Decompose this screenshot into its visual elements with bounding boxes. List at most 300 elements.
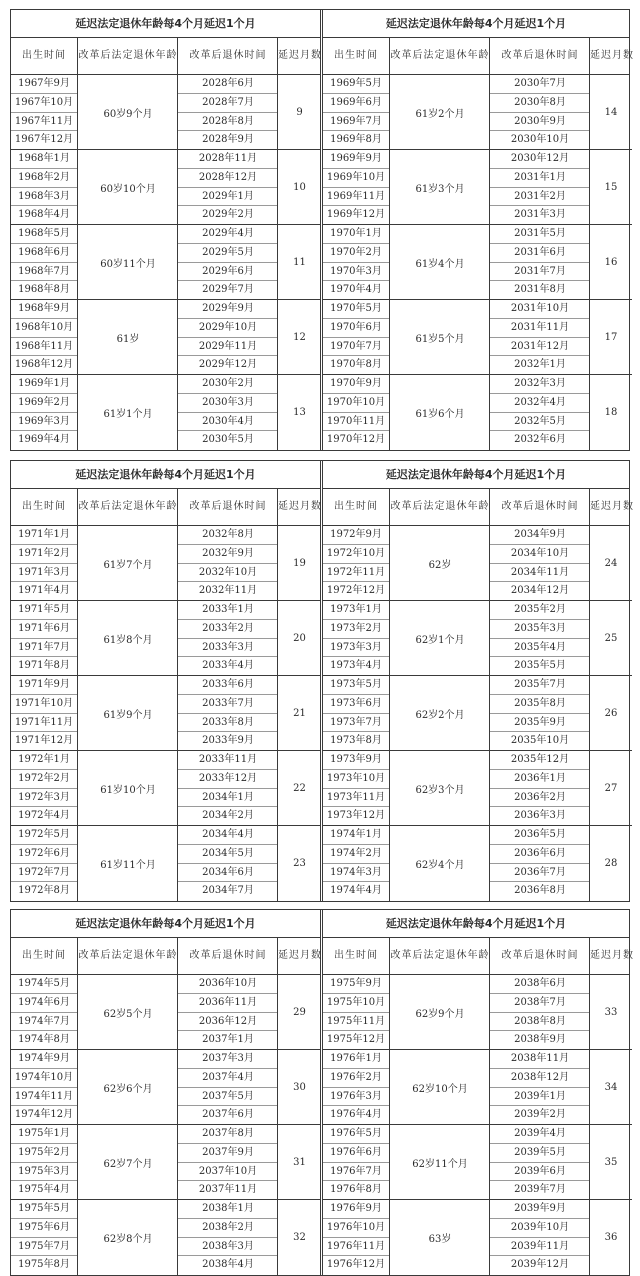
birth-time-cell: 1972年4月: [18, 810, 70, 822]
age-group: [78, 150, 178, 225]
retirement-time-cell: 2030年3月: [178, 394, 278, 413]
birth-time-cell: 1975年7月: [11, 1238, 77, 1257]
delay-group: [278, 826, 321, 901]
birth-group: [11, 826, 77, 901]
birth-time-cell: 1976年9月: [323, 1200, 389, 1219]
birth-time-cell: 1969年6月: [323, 94, 389, 113]
birth-time-cell: 1974年3月: [323, 864, 389, 883]
birth-time-cell: 1973年2月: [323, 620, 389, 639]
retirement-time-cell: 2039年6月: [490, 1163, 590, 1182]
age-group: [78, 1125, 178, 1200]
retirement-time-cell: 2035年12月: [490, 751, 590, 770]
retirement-time-group: [490, 1200, 590, 1275]
birth-time-cell: 1970年3月: [323, 263, 389, 282]
retirement-age-column: [77, 526, 178, 901]
birth-time-cell: 1969年12月: [326, 209, 386, 221]
birth-group: [323, 1125, 389, 1200]
delay-months-cell: 12: [293, 331, 306, 343]
column-header: 出生时间: [22, 501, 66, 512]
retirement-time-cell: 2039年11月: [490, 1238, 590, 1257]
retirement-age-column: [389, 975, 490, 1275]
age-group: [390, 150, 490, 225]
birth-time-cell: 1976年11月: [323, 1238, 389, 1257]
retirement-time-cell: 2030年4月: [178, 413, 278, 432]
retirement-age-cell: 61岁5个月: [415, 333, 465, 345]
birth-time-cell: 1976年5月: [323, 1125, 389, 1144]
delay-months-cell: 13: [293, 407, 306, 418]
birth-time-cell: 1971年9月: [11, 676, 77, 695]
retirement-age-column: [77, 75, 178, 450]
retirement-time-cell: 2030年9月: [490, 113, 590, 132]
column-header: 改革后退休时间: [177, 489, 278, 525]
retirement-time-cell: 2032年1月: [514, 359, 566, 371]
retirement-time-cell: 2031年10月: [490, 300, 590, 319]
birth-time-cell: 1970年7月: [323, 338, 389, 357]
birth-group: [11, 225, 77, 300]
retirement-time-cell: 2031年3月: [514, 209, 566, 221]
birth-time-cell: 1972年7月: [11, 864, 77, 883]
delay-group: [590, 225, 632, 300]
retirement-time-cell: 2037年5月: [178, 1088, 278, 1107]
retirement-time-cell: 2035年8月: [490, 695, 590, 714]
birth-time-cell: 1976年2月: [323, 1069, 389, 1088]
delay-months-column: [277, 975, 321, 1275]
birth-time-cell: 1975年12月: [326, 1034, 386, 1046]
birth-time-column: [323, 75, 389, 450]
birth-time-cell: 1972年8月: [18, 885, 70, 897]
retirement-time-cell: 2038年1月: [178, 1200, 278, 1219]
delay-months-cell: 26: [604, 707, 618, 719]
column-header: 改革后法定退休年龄: [389, 489, 490, 525]
table-panel-left: [11, 910, 321, 1275]
birth-time-cell: 1973年10月: [323, 770, 389, 789]
delay-months-cell: 10: [293, 181, 306, 193]
birth-group: [323, 676, 389, 751]
table-panel-right: [322, 461, 634, 901]
birth-time-cell: 1973年6月: [323, 695, 389, 714]
retirement-time-group: [178, 1050, 278, 1125]
retirement-time-cell: 2029年1月: [178, 188, 278, 207]
delay-group: [590, 526, 632, 601]
retirement-time-cell: 2032年10月: [178, 564, 278, 583]
birth-time-cell: 1975年10月: [323, 994, 389, 1013]
delay-months-column: [277, 75, 321, 450]
birth-group: [323, 526, 389, 601]
retirement-time-cell: 2039年4月: [490, 1125, 590, 1144]
birth-time-cell: 1972年5月: [11, 826, 77, 845]
birth-time-cell: 1970年9月: [323, 375, 389, 394]
retirement-time-cell: 2034年5月: [178, 845, 278, 864]
retirement-time-cell: 2029年7月: [202, 284, 254, 296]
delay-months-cell: 29: [293, 1006, 306, 1018]
table-title: 延迟法定退休年龄每4个月延迟1个月: [323, 10, 629, 38]
age-group: [390, 751, 490, 826]
delay-months-cell: 24: [604, 557, 618, 569]
birth-time-cell: 1974年2月: [323, 845, 389, 864]
birth-time-cell: 1975年6月: [11, 1219, 77, 1238]
retirement-time-cell: 2038年7月: [490, 994, 590, 1013]
retirement-time-cell: 2031年1月: [490, 169, 590, 188]
birth-time-cell: 1968年5月: [11, 225, 77, 244]
delay-months-cell: 16: [604, 256, 618, 268]
age-group: [78, 1200, 178, 1275]
retirement-table: [10, 909, 634, 1276]
birth-time-cell: 1972年9月: [323, 526, 389, 545]
birth-time-cell: 1976年4月: [330, 1109, 382, 1121]
retirement-time-cell: 2036年5月: [490, 826, 590, 845]
column-header: 改革后退休时间: [489, 489, 590, 525]
delay-group: [590, 1050, 632, 1125]
retirement-time-cell: 2032年6月: [514, 434, 566, 446]
birth-time-cell: 1973年8月: [330, 735, 382, 747]
birth-time-cell: 1967年12月: [14, 134, 74, 146]
retirement-time-cell: 2036年6月: [490, 845, 590, 864]
birth-time-cell: 1967年9月: [11, 75, 77, 94]
delay-group: [590, 975, 632, 1050]
retirement-time-cell: 2030年7月: [490, 75, 590, 94]
column-header: 改革后法定退休年龄: [389, 38, 490, 74]
table-body: [323, 75, 629, 450]
age-group: [78, 975, 178, 1050]
birth-time-cell: 1974年11月: [11, 1088, 77, 1107]
birth-group: [323, 975, 389, 1050]
retirement-time-group: [178, 526, 278, 601]
delay-group: [590, 375, 632, 450]
header-row: [11, 38, 320, 75]
retirement-time-cell: 2029年6月: [178, 263, 278, 282]
retirement-age-cell: 62岁11个月: [412, 1158, 468, 1170]
retirement-time-cell: 2031年11月: [490, 319, 590, 338]
birth-time-cell: 1974年9月: [11, 1050, 77, 1069]
retirement-time-group: [490, 676, 590, 751]
birth-time-cell: 1973年5月: [323, 676, 389, 695]
age-group: [78, 526, 178, 601]
delay-months-cell: 31: [293, 1156, 306, 1168]
retirement-time-cell: 2034年1月: [178, 789, 278, 808]
retirement-time-cell: 2031年6月: [490, 244, 590, 263]
birth-time-cell: 1970年10月: [323, 394, 389, 413]
birth-time-cell: 1968年3月: [11, 188, 77, 207]
retirement-time-cell: 2031年7月: [490, 263, 590, 282]
column-header: 改革后退休时间: [177, 938, 278, 974]
birth-time-cell: 1972年12月: [326, 585, 386, 597]
retirement-time-cell: 2037年6月: [202, 1109, 254, 1121]
birth-time-cell: 1971年11月: [11, 714, 77, 733]
retirement-time-cell: 2028年9月: [202, 134, 254, 146]
retirement-age-cell: 61岁7个月: [103, 559, 153, 571]
retirement-time-cell: 2032年3月: [490, 375, 590, 394]
delay-group: [590, 150, 632, 225]
birth-time-column: [323, 526, 389, 901]
retirement-time-cell: 2034年6月: [178, 864, 278, 883]
retirement-time-cell: 2028年7月: [178, 94, 278, 113]
column-header: 改革后法定退休年龄: [77, 38, 178, 74]
column-header: 出生时间: [334, 50, 378, 61]
retirement-age-cell: 61岁1个月: [103, 409, 153, 420]
table-title: 延迟法定退休年龄每4个月延迟1个月: [11, 10, 320, 38]
birth-time-cell: 1970年1月: [323, 225, 389, 244]
retirement-time-cell: 2036年10月: [178, 975, 278, 994]
birth-time-cell: 1967年11月: [11, 113, 77, 132]
age-group: [78, 751, 178, 826]
retirement-time-column: [489, 75, 590, 450]
age-group: [78, 375, 178, 450]
birth-time-cell: 1971年5月: [11, 601, 77, 620]
retirement-time-cell: 2038年2月: [178, 1219, 278, 1238]
retirement-age-cell: 61岁4个月: [415, 258, 465, 270]
column-header: 延迟月数: [589, 38, 632, 74]
retirement-time-cell: 2039年7月: [514, 1184, 566, 1196]
retirement-time-cell: 2038年3月: [178, 1238, 278, 1257]
retirement-time-cell: 2038年12月: [490, 1069, 590, 1088]
birth-time-cell: 1975年5月: [11, 1200, 77, 1219]
retirement-time-column: [489, 526, 590, 901]
retirement-age-cell: 63岁: [428, 1234, 452, 1245]
retirement-age-cell: 61岁6个月: [415, 409, 465, 420]
age-group: [78, 601, 178, 676]
retirement-age-cell: 62岁10个月: [412, 1083, 468, 1095]
retirement-time-group: [178, 75, 278, 150]
birth-time-column: [323, 975, 389, 1275]
delay-months-column: [277, 526, 321, 901]
retirement-time-cell: 2032年4月: [490, 394, 590, 413]
retirement-time-cell: 2033年11月: [178, 751, 278, 770]
retirement-time-cell: 2032年9月: [178, 545, 278, 564]
retirement-time-cell: 2038年11月: [490, 1050, 590, 1069]
birth-time-cell: 1969年7月: [323, 113, 389, 132]
retirement-time-group: [490, 375, 590, 450]
delay-group: [278, 1050, 321, 1125]
delay-group: [590, 601, 632, 676]
birth-time-cell: 1968年6月: [11, 244, 77, 263]
retirement-time-group: [490, 601, 590, 676]
age-group: [78, 225, 178, 300]
retirement-time-cell: 2036年12月: [178, 1013, 278, 1032]
retirement-time-cell: 2037年9月: [178, 1144, 278, 1163]
retirement-time-cell: 2036年2月: [490, 789, 590, 808]
retirement-time-cell: 2036年3月: [514, 810, 566, 822]
birth-time-cell: 1969年2月: [11, 394, 77, 413]
retirement-time-group: [178, 1125, 278, 1200]
retirement-age-cell: 61岁9个月: [103, 709, 153, 721]
birth-time-cell: 1975年2月: [11, 1144, 77, 1163]
table-panel-left: [11, 10, 321, 450]
delay-group: [590, 676, 632, 751]
retirement-age-cell: 62岁3个月: [415, 784, 465, 796]
retirement-age-cell: 62岁6个月: [103, 1083, 153, 1095]
age-group: [390, 1125, 490, 1200]
retirement-time-cell: 2037年8月: [178, 1125, 278, 1144]
table-panel-right: [322, 10, 634, 450]
retirement-time-cell: 2037年3月: [178, 1050, 278, 1069]
column-header: 延迟月数: [277, 38, 321, 74]
birth-time-cell: 1974年10月: [11, 1069, 77, 1088]
retirement-age-cell: 61岁8个月: [103, 634, 153, 646]
delay-group: [590, 1125, 632, 1200]
retirement-time-group: [490, 751, 590, 826]
birth-time-column: [11, 526, 77, 901]
birth-time-cell: 1973年12月: [326, 810, 386, 822]
birth-group: [11, 975, 77, 1050]
retirement-time-cell: 2033年7月: [178, 695, 278, 714]
retirement-time-cell: 2039年1月: [490, 1088, 590, 1107]
birth-group: [11, 676, 77, 751]
header-row: [323, 38, 634, 75]
birth-group: [323, 826, 389, 901]
birth-time-cell: 1974年5月: [11, 975, 77, 994]
retirement-time-cell: 2034年12月: [510, 585, 570, 597]
retirement-time-group: [178, 975, 278, 1050]
birth-time-cell: 1969年11月: [323, 188, 389, 207]
column-header: 改革后法定退休年龄: [77, 489, 178, 525]
birth-time-cell: 1972年6月: [11, 845, 77, 864]
retirement-time-cell: 2028年8月: [178, 113, 278, 132]
birth-time-cell: 1976年8月: [330, 1184, 382, 1196]
birth-time-cell: 1976年12月: [326, 1259, 386, 1271]
column-header: 出生时间: [22, 950, 66, 961]
birth-time-column: [11, 975, 77, 1275]
birth-time-cell: 1976年3月: [323, 1088, 389, 1107]
age-group: [78, 676, 178, 751]
birth-group: [11, 300, 77, 375]
column-header: 延迟月数: [589, 489, 632, 525]
table-body: [11, 975, 320, 1275]
birth-time-cell: 1967年10月: [11, 94, 77, 113]
birth-group: [323, 225, 389, 300]
retirement-time-cell: 2035年10月: [510, 735, 570, 747]
retirement-time-cell: 2035年7月: [490, 676, 590, 695]
delay-months-cell: 17: [604, 331, 618, 343]
birth-time-cell: 1976年7月: [323, 1163, 389, 1182]
column-header: 延迟月数: [589, 938, 632, 974]
delay-months-cell: 32: [293, 1232, 306, 1243]
birth-time-cell: 1970年2月: [323, 244, 389, 263]
retirement-time-cell: 2030年12月: [490, 150, 590, 169]
retirement-time-cell: 2034年4月: [178, 826, 278, 845]
delay-months-column: [589, 526, 632, 901]
delay-group: [278, 975, 321, 1050]
delay-months-column: [589, 975, 632, 1275]
birth-time-cell: 1970年6月: [323, 319, 389, 338]
birth-time-cell: 1975年3月: [11, 1163, 77, 1182]
retirement-time-cell: 2033年8月: [178, 714, 278, 733]
birth-time-cell: 1968年1月: [11, 150, 77, 169]
retirement-time-cell: 2036年8月: [514, 885, 566, 897]
delay-group: [278, 526, 321, 601]
birth-time-cell: 1973年4月: [330, 660, 382, 672]
birth-time-cell: 1969年4月: [18, 434, 70, 446]
retirement-time-cell: 2038年9月: [514, 1034, 566, 1046]
delay-group: [278, 1200, 321, 1275]
retirement-time-cell: 2039年2月: [514, 1109, 566, 1121]
delay-group: [278, 150, 321, 225]
retirement-time-cell: 2031年8月: [514, 284, 566, 296]
birth-time-cell: 1969年10月: [323, 169, 389, 188]
birth-time-cell: 1969年3月: [11, 413, 77, 432]
age-group: [390, 75, 490, 150]
birth-time-cell: 1973年11月: [323, 789, 389, 808]
birth-time-cell: 1968年9月: [11, 300, 77, 319]
retirement-time-cell: 2039年9月: [490, 1200, 590, 1219]
retirement-time-group: [178, 375, 278, 450]
column-header: 改革后法定退休年龄: [77, 938, 178, 974]
retirement-time-cell: 2031年2月: [490, 188, 590, 207]
retirement-time-group: [490, 75, 590, 150]
table-title: 延迟法定退休年龄每4个月延迟1个月: [323, 461, 629, 489]
header-row: [323, 938, 634, 975]
age-group: [78, 300, 178, 375]
birth-time-cell: 1970年12月: [326, 434, 386, 446]
retirement-time-cell: 2029年10月: [178, 319, 278, 338]
retirement-time-cell: 2031年5月: [490, 225, 590, 244]
birth-time-cell: 1969年8月: [330, 134, 382, 146]
delay-months-cell: 19: [293, 557, 306, 569]
delay-months-cell: 22: [293, 782, 306, 794]
retirement-time-cell: 2030年2月: [178, 375, 278, 394]
retirement-age-cell: 62岁1个月: [415, 634, 465, 646]
birth-group: [323, 601, 389, 676]
birth-time-cell: 1972年3月: [11, 789, 77, 808]
birth-group: [11, 601, 77, 676]
retirement-age-cell: 62岁8个月: [103, 1234, 153, 1245]
birth-time-cell: 1973年9月: [323, 751, 389, 770]
delay-months-cell: 35: [604, 1156, 618, 1168]
age-group: [390, 676, 490, 751]
birth-time-cell: 1968年8月: [18, 284, 70, 296]
retirement-time-cell: 2033年2月: [178, 620, 278, 639]
column-header: 出生时间: [22, 50, 66, 61]
retirement-time-cell: 2038年4月: [202, 1259, 254, 1271]
table-body: [11, 75, 320, 450]
table-panel-left: [11, 461, 321, 901]
age-group: [390, 375, 490, 450]
delay-months-cell: 11: [293, 256, 306, 268]
delay-group: [278, 75, 321, 150]
retirement-age-cell: 62岁: [428, 559, 452, 571]
retirement-time-column: [177, 526, 278, 901]
birth-time-cell: 1972年10月: [323, 545, 389, 564]
birth-time-cell: 1971年8月: [18, 660, 70, 672]
retirement-time-cell: 2029年11月: [178, 338, 278, 357]
table-title: 延迟法定退休年龄每4个月延迟1个月: [11, 910, 320, 938]
birth-time-cell: 1974年7月: [11, 1013, 77, 1032]
retirement-age-cell: 62岁5个月: [103, 1008, 153, 1020]
retirement-time-cell: 2028年12月: [178, 169, 278, 188]
retirement-time-cell: 2028年11月: [178, 150, 278, 169]
age-group: [390, 1200, 490, 1275]
retirement-time-group: [490, 1050, 590, 1125]
retirement-age-cell: 62岁7个月: [103, 1158, 153, 1170]
retirement-age-cell: 61岁11个月: [100, 860, 156, 871]
retirement-age-cell: 61岁10个月: [100, 784, 156, 796]
retirement-time-group: [178, 225, 278, 300]
retirement-time-cell: 2032年5月: [490, 413, 590, 432]
retirement-time-cell: 2029年2月: [202, 209, 254, 221]
header-row: [11, 489, 320, 526]
birth-group: [11, 1200, 77, 1275]
column-header: 延迟月数: [277, 938, 321, 974]
retirement-time-cell: 2035年2月: [490, 601, 590, 620]
retirement-time-group: [490, 526, 590, 601]
delay-months-cell: 34: [604, 1081, 618, 1093]
birth-group: [323, 751, 389, 826]
birth-time-cell: 1971年1月: [11, 526, 77, 545]
retirement-time-cell: 2032年11月: [198, 585, 258, 597]
retirement-time-group: [178, 826, 278, 901]
birth-group: [323, 1200, 389, 1275]
column-header: 改革后退休时间: [489, 38, 590, 74]
retirement-time-cell: 2033年3月: [178, 639, 278, 658]
